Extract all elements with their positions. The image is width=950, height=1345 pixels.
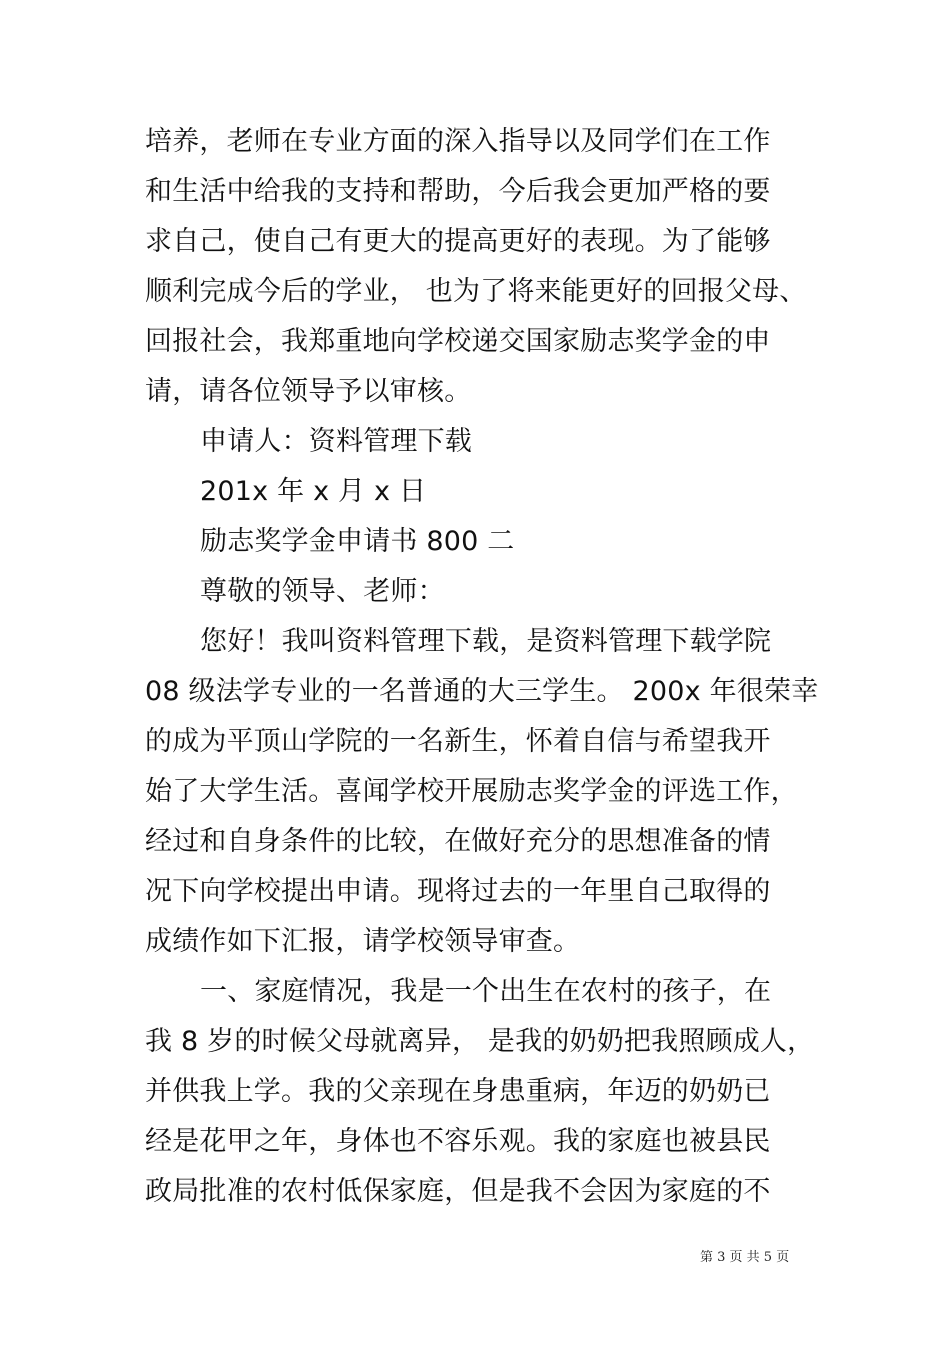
text-line: 08 级法学专业的一名普通的大三学生。 200x 年很荣幸	[145, 676, 819, 707]
text-line: 一、家庭情况，我是一个出生在农村的孩子，在	[200, 976, 772, 1007]
date-line: 201x 年 x 月 x 日	[200, 476, 427, 507]
text-line: 您好！我叫资料管理下载，是资料管理下载学院	[200, 626, 772, 657]
text-line: 始了大学生活。喜闻学校开展励志奖学金的评选工作，	[145, 776, 798, 807]
text-line: 政局批准的农村低保家庭，但是我不会因为家庭的不	[145, 1176, 771, 1207]
section-title: 励志奖学金申请书 800 二	[200, 526, 515, 557]
page-number: 第 3 页 共 5 页	[700, 1250, 790, 1265]
text-line: 我 8 岁的时候父母就离异， 是我的奶奶把我照顾成人，	[145, 1026, 815, 1057]
text-line: 的成为平顶山学院的一名新生，怀着自信与希望我开	[145, 726, 771, 757]
text-line: 求自己，使自己有更大的提高更好的表现。为了能够	[145, 226, 771, 257]
salutation: 尊敬的领导、老师：	[200, 576, 445, 607]
text-line: 和生活中给我的支持和帮助，今后我会更加严格的要	[145, 176, 771, 207]
applicant-line: 申请人：资料管理下载	[200, 426, 472, 457]
text-line: 并供我上学。我的父亲现在身患重病，年迈的奶奶已	[145, 1076, 771, 1107]
text-line: 经是花甲之年，身体也不容乐观。我的家庭也被县民	[145, 1126, 771, 1157]
text-line: 顺利完成今后的学业， 也为了将来能更好的回报父母、	[145, 276, 807, 307]
text-line: 况下向学校提出申请。现将过去的一年里自己取得的	[145, 876, 771, 907]
text-line: 经过和自身条件的比较，在做好充分的思想准备的情	[145, 826, 771, 857]
text-line: 回报社会，我郑重地向学校递交国家励志奖学金的申	[145, 326, 771, 357]
text-line: 培养，老师在专业方面的深入指导以及同学们在工作	[145, 126, 771, 157]
text-line: 成绩作如下汇报，请学校领导审查。	[145, 926, 581, 957]
text-line: 请，请各位领导予以审核。	[145, 376, 472, 407]
